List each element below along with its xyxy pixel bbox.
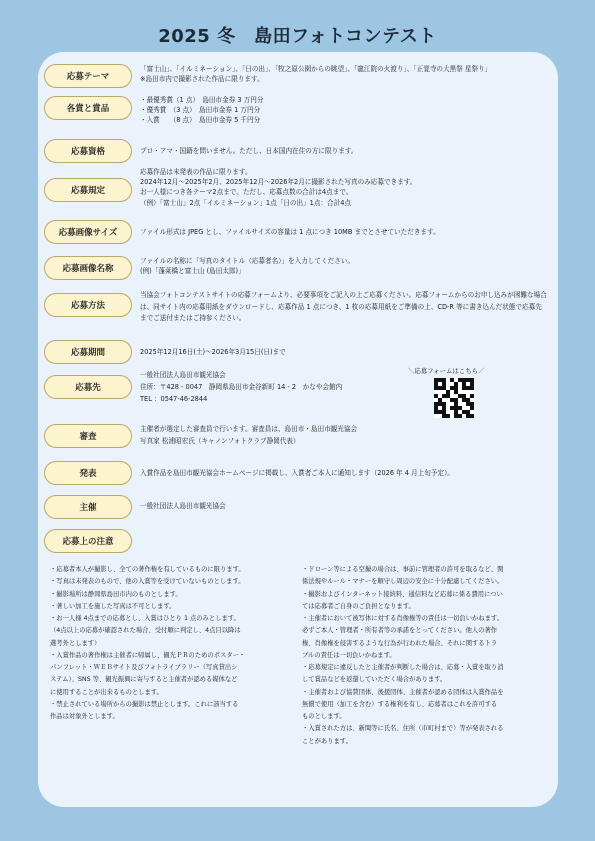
period-label: 応募期間 bbox=[44, 340, 132, 364]
image-name-label: 応募画像名称 bbox=[44, 256, 132, 280]
note-line: ・応募規定に違反したと主催者が判断した場合は、応募・入賞を取り消 bbox=[302, 664, 504, 672]
note-line: ・著しい加工を施した写真は不可とします。 bbox=[50, 602, 176, 610]
note-line: ・主催者において被写体に対する肖像権等の責任は一切負いかねます。 bbox=[302, 615, 503, 623]
organizer-line: 一般社団法人島田市観光協会 bbox=[140, 502, 226, 510]
rules-line: 2024年12月〜2025年2月、2025年12月〜2026年2月に撮影された写真のみ応募できます。 bbox=[140, 178, 417, 187]
prize-line: ・最優秀賞（1 点） 島田市金券 3 万円分 bbox=[140, 96, 264, 104]
note-line: 無償で使用（加工を含む）する権利を有し、応募者はこれを許可する bbox=[302, 700, 498, 708]
theme-line: ※島田市内で撮影された作品に限ります。 bbox=[140, 75, 264, 84]
prize-line: ・入賞 （8 点） 島田市金券 5 千円分 bbox=[140, 116, 261, 125]
notes-label: 応募上の注意 bbox=[44, 529, 132, 553]
announcement-content bbox=[140, 468, 550, 478]
theme-label: 応募テーマ bbox=[44, 64, 132, 88]
destination-line: TEL ：0547-46-2844 bbox=[140, 395, 208, 404]
note-line: 必ずご本人・管理者・所有者等の承諾をとってください。他人の著作 bbox=[302, 627, 498, 635]
destination-content bbox=[140, 369, 550, 406]
organizer-content bbox=[140, 501, 550, 511]
announcement-label: 発表 bbox=[44, 461, 132, 485]
image-size-content bbox=[140, 227, 550, 237]
note-line: 係法規やルール・マナーを順守し周辺の安全に十分配慮してください。 bbox=[302, 578, 504, 586]
theme-line: 「富士山」、「イルミネーション」、「日の出」、「牧之原公園からの眺望」、「龍江院の火渡り」、「正覚寺の大黒祭 星祭り」 bbox=[140, 65, 492, 73]
image-size-line: ファイル形式は JPEG とし、ファイルサイズの容量は 1 点につき 10MB までとさせていただきます。 bbox=[140, 228, 440, 236]
note-line: 選考外とします） bbox=[50, 639, 101, 647]
image-size-label: 応募画像サイズ bbox=[44, 220, 132, 244]
rules-line: お一人様につき各テーマ2点まで。ただし、応募点数の合計は4点まで。 bbox=[140, 188, 353, 197]
announcement-line: 入賞作品を島田市観光協会ホームページに掲載し、入賞者ご本人に通知します（2026 年 4 月上旬予定）。 bbox=[140, 469, 454, 477]
theme-content bbox=[140, 64, 550, 84]
note-line: ステム）、SNS 等、観光振興に寄与すると主催者が認める媒体など bbox=[50, 676, 238, 684]
method-text: 当協会フォトコンテストサイトの応募フォームより、必要事項をご記入の上ご応募ください。応募フォームからのお申し込みが困難な場合は、同サイト内の応募用紙をダウンロードし、応募作品 1 点につき、1 枚の応募用紙をご準備の上、CD-R 等に書き込んだ状態で応募先までご送付またはご持参ください。 bbox=[140, 291, 547, 323]
note-line: して賞品などを返還していただく場合があります。 bbox=[302, 676, 447, 684]
destination-line: 住所：〒428 - 0047 静岡県島田市金谷新町 14 - 2 かなや会館内 bbox=[140, 383, 343, 392]
note-line: （4点以上の応募が確認された場合、受付順に判定し、4点目以降は bbox=[50, 627, 241, 635]
note-line: に使用することが出来るものとします。 bbox=[50, 688, 163, 696]
prize-line: ・優秀賞 （3 点） 島田市金券 1 万円分 bbox=[140, 106, 261, 115]
organizer-label: 主催 bbox=[44, 495, 132, 519]
image-name-content bbox=[140, 256, 550, 276]
note-line: ことがあります。 bbox=[302, 737, 352, 745]
note-line: 権、肖像権を侵害するような行為が行われた場合、それに関するトラ bbox=[302, 639, 498, 647]
note-line: ・入賞された方は、新聞等に氏名、住所（市町村まで）等が発表される bbox=[302, 725, 504, 733]
note-line: ・応募者本人が撮影し、全ての著作権を有しているものに限ります。 bbox=[50, 566, 245, 573]
period-line: 2025年12月16日(土)〜2026年3月15日(日)まで bbox=[140, 348, 286, 356]
note-line: ・写真は未発表のもので、他の入賞等を受けていないものとします。 bbox=[50, 578, 245, 586]
note-line: ・入賞作品の著作権は主催者に帰属し、観光ＰＲのためのポスター・ bbox=[50, 651, 246, 659]
judging-label: 審査 bbox=[44, 424, 132, 448]
note-line: ・撮影およびインターネット接続料、通信料など応募に係る費用につい bbox=[302, 590, 503, 598]
notes-left-column bbox=[50, 564, 298, 723]
notes-right-column bbox=[302, 564, 552, 748]
destination-line: 一般社団法人島田市観光協会 bbox=[140, 371, 226, 379]
eligibility-label: 応募資格 bbox=[44, 139, 132, 163]
judging-content bbox=[140, 424, 550, 447]
eligibility-line: プロ・アマ・国籍を問いません。ただし、日本国内在住の方に限ります。 bbox=[140, 147, 358, 155]
note-line: ・お一人様 4点までの応募とし、入賞はひとり 1 点のみとします。 bbox=[50, 615, 240, 623]
prizes-label: 各賞と賞品 bbox=[44, 96, 132, 120]
qr-label: ＼応募フォームはこちら／ bbox=[408, 367, 485, 375]
rules-line: 応募作品は未発表の作品に限ります。 bbox=[140, 168, 252, 176]
note-line: ものとします。 bbox=[302, 713, 346, 721]
note-line: パンフレット・ＷＥＢサイト及びフォトライブラリー（写真貸出シ bbox=[50, 664, 238, 672]
rules-line: （例）「富士山」2点「イルミネーション」1点「日の出」1点：合計4点 bbox=[140, 198, 352, 207]
qr-code-icon[interactable] bbox=[434, 378, 474, 418]
period-content bbox=[140, 347, 550, 357]
destination-label: 応募先 bbox=[44, 375, 132, 399]
image-name-line: (例)「蓬莱橋と富士山 (島田太郎)」 bbox=[140, 267, 245, 276]
note-line: ブルの責任は一切負いかねます。 bbox=[302, 651, 396, 659]
method-label: 応募方法 bbox=[44, 293, 132, 317]
page-title: 2025 冬 島田フォトコンテスト bbox=[158, 26, 437, 47]
judging-line: 主催者が選定した審査員で行います。審査員は、島田市・島田市観光協会 bbox=[140, 425, 358, 433]
note-line: 作品は対象外とします。 bbox=[50, 713, 119, 721]
note-line: ては応募者ご自身のご負担となります。 bbox=[302, 602, 415, 610]
method-content bbox=[140, 290, 548, 325]
note-line: ・ドローン等による空撮の場合は、事前に管理者の許可を取るなど、関 bbox=[302, 566, 504, 573]
eligibility-content bbox=[140, 146, 550, 156]
judging-line: 写真家 松浦昭宏氏（キャノンフォトクラブ静岡代表） bbox=[140, 436, 300, 445]
image-name-line: ファイルの名称に「写真のタイトル（応募者名）」を入力してください。 bbox=[140, 257, 355, 265]
note-line: ・禁止されている場所からの撮影は禁止とします。これに該当する bbox=[50, 700, 239, 708]
rules-label: 応募規定 bbox=[44, 178, 132, 202]
prizes-content bbox=[140, 95, 550, 126]
rules-content bbox=[140, 167, 550, 208]
note-line: ・撮影場所は静岡県島田市内のものとします。 bbox=[50, 590, 182, 598]
note-line: ・主催者および協賛団体、後援団体、主催者が認める団体は入賞作品を bbox=[302, 688, 504, 696]
